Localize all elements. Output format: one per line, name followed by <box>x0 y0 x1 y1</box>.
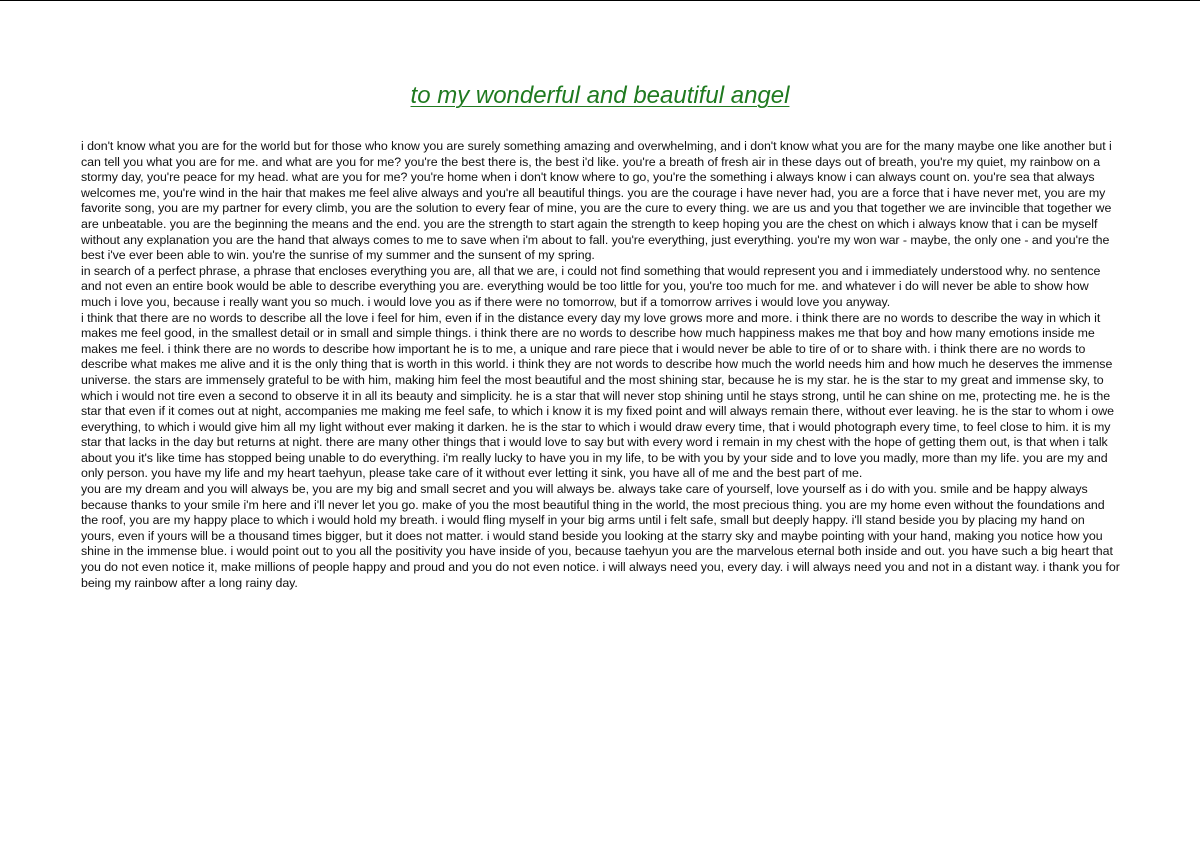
top-border-line <box>0 0 1200 1</box>
paragraph-4: you are my dream and you will always be, you are my big and small secret and you will always be. always take care of yourself, love yourself as i do with you. smile and be happy always because thanks to your smile i'm here and i'll never let you go. make of you the most beautiful thing in the world, the most precious thing. you are my home even without the foundations and the roof, you are my happy place to which i would hold my breath. i would fling myself in your big arms until i felt safe, small but deeply happy. i'll stand beside you by placing my hand on yours, even if yours will be a thousand times bigger, but it does not matter. i would stand beside you looking at the starry sky and maybe pointing with your hand, making you notice how you shine in the immense blue. i would point out to you all the positivity you have inside of you, because taehyun you are the marvelous eternal both inside and out. you have such a big heart that you do not even notice it, make millions of people happy and proud and you do not even notice. i will always need you, every day. i will always need you and not in a distant way. i thank you for being my rainbow after a long rainy day. <box>81 482 1120 590</box>
paragraph-2: in search of a perfect phrase, a phrase that encloses everything you are, all that we are, i could not find something that would represent you and i immediately understood why. no sentence and not even an entire book would be able to describe everything you are. everything would be too little for you, you're too much for me. and whatever i do will never be able to show how much i love you, because i really want you so much. i would love you as if there were no tomorrow, but if a tomorrow arrives i would love you anyway. <box>81 263 1101 309</box>
paragraph-3: i think that there are no words to describe all the love i feel for him, even if in the distance every day my love grows more and more. i think there are no words to describe the way in which it makes me feel good, in the smallest detail or in small and simple things. i think there are no words to describe how much happiness makes me that boy and how many emotions inside me makes me feel. i think there are no words to describe how important he is to me, a unique and rare piece that i would never be able to tire of or to share with. i think there are no words to describe what makes me alive and it is the only thing that is worth in this world. i think they are not words to describe how much the world needs him and how much he deserves the immense universe. the stars are immensely grateful to be with him, making him feel the most beautiful and the most shining star, because he is my star. he is the star to my great and immense sky, to which i would not tire even a second to observe it in all its beauty and simplicity. he is a star that will never stop shining until he stays strong, until he can shine on me, protecting me. he is the star that even if it comes out at night, accompanies me making me feel safe, to which i know it is my fixed point and will always remain there, without ever leaving. he is the star to whom i owe everything, to which i would give him all my light without ever making it darken. he is the star to which i would draw every time, that i would photograph every time, to feel close to him. it is my star that lacks in the day but returns at night. there are many other things that i would love to say but with every word i remain in my chest with the hope of getting them out, is that when i talk about you it's like time has stopped being unable to do everything. i'm really lucky to have you in my life, to be with you by your side and to love you madly, more than my life. you are my and only person. you have my life and my heart taehyun, please take care of it without ever letting it sink, you have all of me and the best part of me. <box>81 310 1114 481</box>
document-body <box>81 139 1121 591</box>
document-title: to my wonderful and beautiful angel <box>410 82 790 109</box>
paragraph-1: i don't know what you are for the world but for those who know you are surely something amazing and overwhelming, and i don't know what you are for the many maybe one like another but i can tell you what you are for me. and what are you for me? you're the best there is, the best i'd like. you're a breath of fresh air in these days out of breath, you're my quiet, my rainbow on a stormy day, you're peace for my head. what are you for me? you're home when i don't know where to go, you're the something i always know i can always count on. you're sea that always welcomes me, you're wind in the hair that makes me feel alive always and you're all beautiful things. you are the courage i have never had, you are a force that i have never met, you are my favorite song, you are my partner for every climb, you are the solution to every fear of mine, you are the cure to every thing. we are us and you that together we are invincible that together we are unbeatable. you are the beginning the means and the end. you are the strength to start again the strength to keep hoping you are the chest on which i always know that i can be myself without any explanation you are the hand that always comes to me to save when i'm about to fall. you're everything, just everything. you're my won war - maybe, the only one - and you're the best i've ever been able to win. you're the sunrise of my summer and the sunsent of my spring. <box>81 139 1112 263</box>
